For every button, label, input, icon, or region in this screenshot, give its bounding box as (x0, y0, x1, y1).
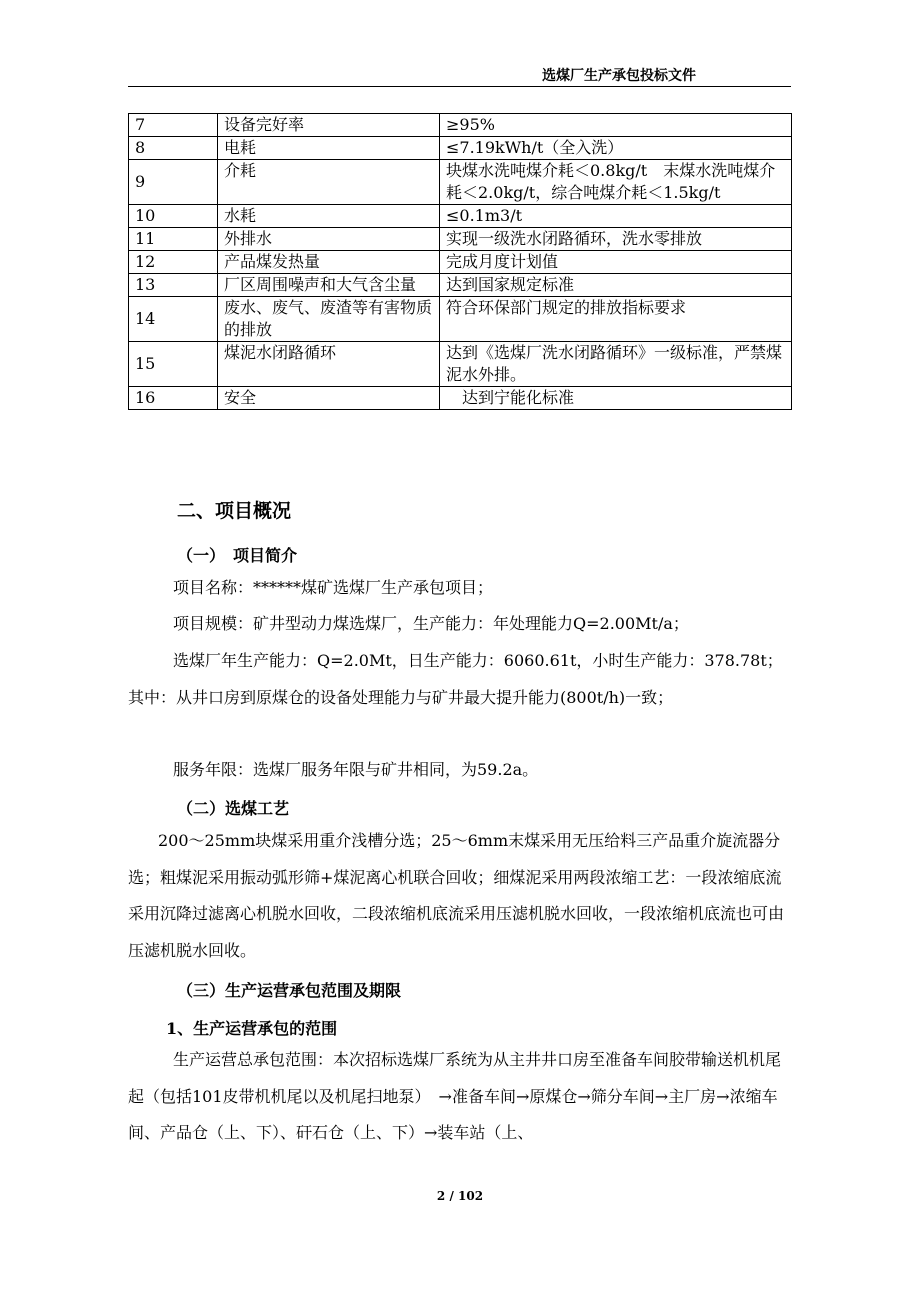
project-service: 服务年限：选煤厂服务年限与矿井相同，为59.2a。 (173, 760, 539, 779)
row-requirement: ≤7.19kWh/t（全入洗） (440, 137, 792, 160)
row-item: 电耗 (218, 137, 440, 160)
row-item: 介耗 (218, 160, 440, 205)
table-row (129, 205, 792, 228)
subsection-title-2: （二）选煤工艺 (177, 799, 290, 818)
row-number: 16 (129, 387, 218, 410)
row-requirement: 块煤水洗吨煤介耗＜0.8kg/t 末煤水洗吨煤介耗＜2.0kg/t，综合吨煤介耗＜1.5kg/t (440, 160, 792, 205)
row-item: 厂区周围噪声和大气含尘量 (218, 274, 440, 297)
row-requirement: 达到《选煤厂洗水闭路循环》一级标准，严禁煤泥水外排。 (440, 342, 792, 387)
project-scale: 项目规模：矿井型动力煤选煤厂，生产能力：年处理能力Q=2.00Mt/a； (173, 614, 689, 633)
project-name: 项目名称：******煤矿选煤厂生产承包项目； (173, 578, 494, 597)
table-row (129, 228, 792, 251)
row-number: 9 (129, 160, 218, 205)
process-text: 200～25mm块煤采用重介浅槽分选；25～6mm末煤采用无压给料三产品重介旋流器分选；粗煤泥采用振动弧形筛+煤泥离心机联合回收；细煤泥采用两段浓缩工艺：一段浓缩底流采用沉降过滤离心机脱水回收，二段浓缩机底流采用压滤机脱水回收，一段浓缩机底流也可由压滤机脱水回收。 (128, 831, 785, 960)
table-row (129, 114, 792, 137)
row-requirement: ≥95% (440, 114, 792, 137)
table-row (129, 160, 792, 205)
table-row (129, 137, 792, 160)
row-item: 水耗 (218, 205, 440, 228)
row-number: 8 (129, 137, 218, 160)
scope-title: 1、生产运营承包的范围 (166, 1019, 338, 1038)
table-row (129, 274, 792, 297)
row-requirement: 完成月度计划值 (440, 251, 792, 274)
row-number: 15 (129, 342, 218, 387)
header-title: 选煤厂生产承包投标文件 (542, 68, 696, 84)
row-item: 产品煤发热量 (218, 251, 440, 274)
project-capacity: 选煤厂年生产能力：Q=2.0Mt，日生产能力：6060.61t，小时生产能力：378.78t； 其中：从井口房到原煤仓的设备处理能力与矿井最大提升能力(800t/h)一致； (128, 651, 791, 707)
row-number: 11 (129, 228, 218, 251)
row-item: 安全 (218, 387, 440, 410)
table-row (129, 251, 792, 274)
row-number: 10 (129, 205, 218, 228)
row-number: 13 (129, 274, 218, 297)
table-row (129, 387, 792, 410)
row-requirement: 达到宁能化标准 (440, 387, 792, 410)
section-title: 二、项目概况 (177, 500, 292, 522)
subsection-title-3: （三）生产运营承包范围及期限 (177, 981, 402, 1000)
row-item: 设备完好率 (218, 114, 440, 137)
row-item: 废水、废气、废渣等有害物质的排放 (218, 297, 440, 342)
row-item: 外排水 (218, 228, 440, 251)
row-item: 煤泥水闭路循环 (218, 342, 440, 387)
page-header (128, 62, 791, 87)
row-number: 7 (129, 114, 218, 137)
row-requirement: ≤0.1m3/t (440, 205, 792, 228)
row-requirement: 实现一级洗水闭路循环，洗水零排放 (440, 228, 792, 251)
table-row (129, 342, 792, 387)
table-row (129, 297, 792, 342)
row-requirement: 达到国家规定标准 (440, 274, 792, 297)
spec-table (128, 113, 792, 410)
row-number: 14 (129, 297, 218, 342)
page-number: 2 / 102 (436, 1189, 484, 1203)
scope-text: 生产运营总承包范围：本次招标选煤厂系统为从主井井口房至准备车间胶带输送机机尾起（包括101皮带机机尾以及机尾扫地泵） →准备车间→原煤仓→筛分车间→主厂房→浓缩车间、产品仓（上、下）、矸石仓（上、下）→装车站（上、 (128, 1050, 782, 1142)
row-requirement: 符合环保部门规定的排放指标要求 (440, 297, 792, 342)
subsection-title-1: （一） 项目简介 (177, 546, 298, 565)
row-number: 12 (129, 251, 218, 274)
